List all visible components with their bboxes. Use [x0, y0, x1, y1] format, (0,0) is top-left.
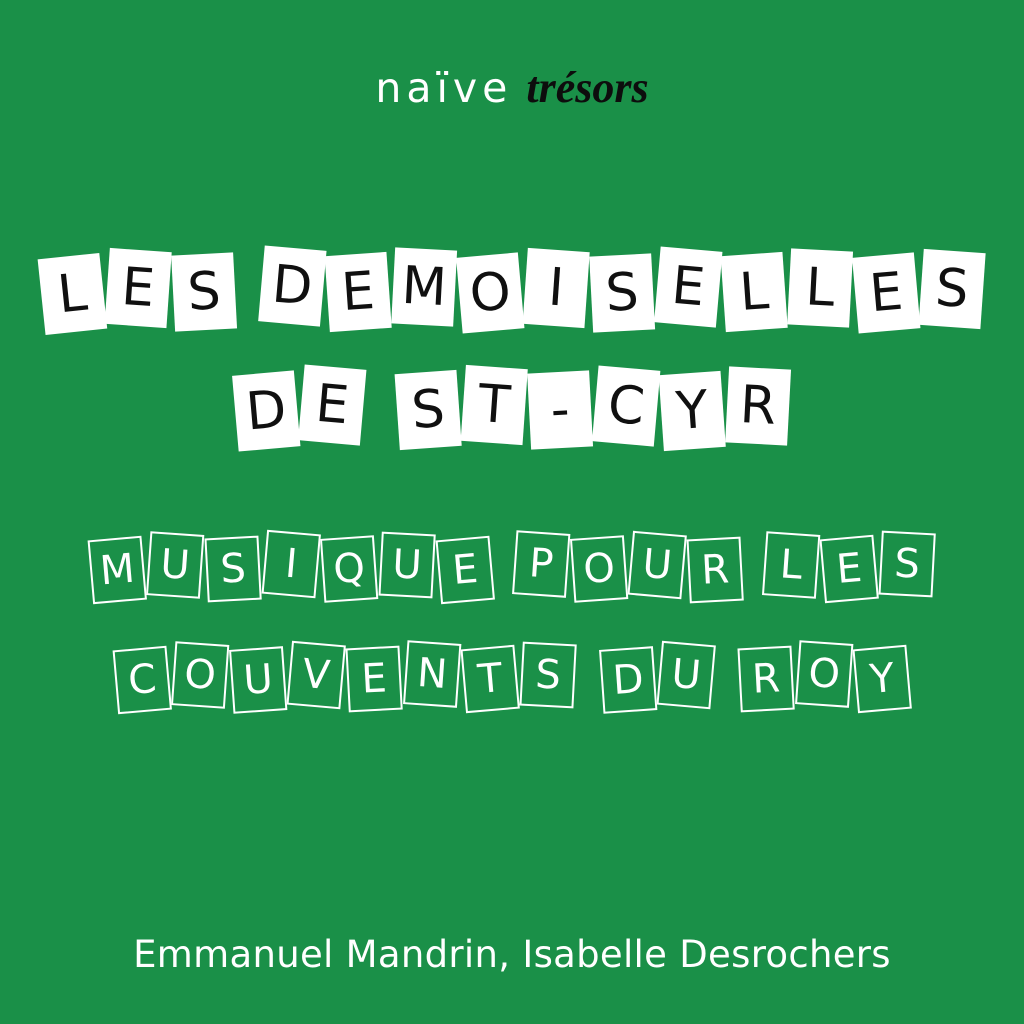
letter-tile: L [38, 253, 108, 335]
letter-tile: D [599, 646, 657, 714]
letter-tile: U [656, 641, 715, 709]
letter-tile: D [258, 245, 326, 326]
letter-tile: V [286, 641, 345, 709]
label-series-text: trésors [526, 63, 649, 112]
letter-tile: M [391, 247, 457, 326]
letter-tile: E [819, 535, 878, 603]
letter-tile: S [519, 642, 576, 709]
album-title-line-2 [0, 370, 1024, 446]
letter-tile: I [523, 248, 590, 328]
letter-tile: - [527, 370, 593, 449]
letter-tile: R [737, 646, 794, 713]
performer-credits: Emmanuel Mandrin, Isabelle Desrochers [133, 933, 891, 976]
letter-tile: S [589, 253, 655, 332]
letter-tile: E [436, 536, 495, 604]
letter-tile: I [262, 530, 321, 598]
letter-tile: S [204, 536, 261, 603]
letter-tile: R [725, 366, 791, 445]
letter-tile: S [171, 252, 237, 331]
letter-tile: E [298, 364, 366, 445]
letter-tile: U [229, 646, 287, 714]
letter-tile: M [88, 536, 147, 604]
letter-tile: E [325, 252, 392, 332]
letter-tile: S [395, 370, 462, 450]
letter-tile: O [570, 535, 628, 603]
letter-tile: U [146, 531, 204, 599]
letter-tile: R [687, 537, 744, 604]
letter-tile: O [171, 641, 229, 709]
label-name-text: naïve [375, 64, 513, 112]
album-subtitle-line-1 [0, 535, 1024, 599]
letter-tile: Y [659, 371, 726, 451]
letter-tile: T [460, 645, 519, 713]
letter-tile: L [762, 531, 820, 599]
letter-tile: U [378, 532, 435, 599]
letter-tile: D [232, 370, 300, 451]
letter-tile: S [879, 531, 936, 598]
letter-tile: N [403, 640, 461, 708]
record-label-logo [0, 62, 1024, 113]
letter-tile: L [721, 252, 788, 332]
letter-tile: C [592, 365, 660, 446]
letter-tile: O [456, 252, 524, 333]
album-subtitle-line-2 [0, 645, 1024, 709]
letter-tile: C [113, 646, 172, 714]
letter-tile: E [654, 246, 722, 327]
album-title-line-1 [0, 252, 1024, 328]
letter-tile: T [461, 365, 528, 445]
letter-tile: E [852, 252, 920, 333]
letter-tile: Y [852, 645, 911, 713]
letter-tile: P [512, 530, 570, 598]
letter-tile: E [105, 248, 172, 328]
letter-tile: S [918, 249, 985, 329]
letter-tile: Q [320, 535, 378, 603]
letter-tile: L [787, 248, 853, 327]
letter-tile: E [345, 646, 402, 713]
letter-tile: U [627, 531, 686, 599]
letter-tile: O [795, 640, 853, 708]
